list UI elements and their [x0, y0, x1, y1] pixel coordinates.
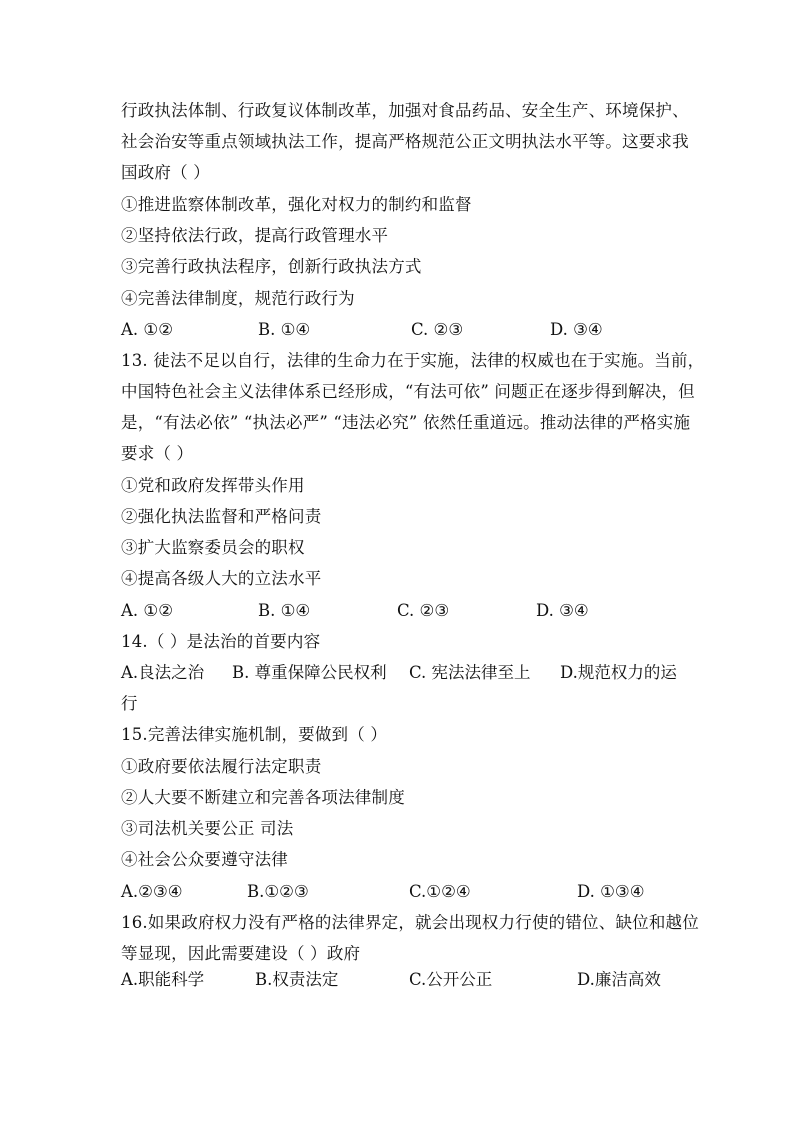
q12-item-4: ④完善法律制度，规范行政行为 [121, 289, 355, 308]
q13-option-c: C. ②③ [397, 601, 450, 620]
q13-item-1: ①党和政府发挥带头作用 [121, 476, 305, 495]
q15-option-a: A.②③④ [121, 882, 183, 901]
q16-stem-line-2: 等显现，因此需要建设（ ）政府 [121, 944, 361, 963]
q12-stem-line-3: 国政府（ ） [121, 163, 210, 182]
q12-option-a: A. ①② [121, 320, 173, 339]
q13-stem-line-3: 是，“有法必依” “执法必严” “违法必究” 依然任重道远。推动法律的严格实施 [121, 413, 691, 432]
q16-option-a: A.职能科学 [121, 970, 205, 989]
q12-item-2: ②坚持依法行政，提高行政管理水平 [121, 226, 389, 245]
q15-stem: 15.完善法律实施机制，要做到（ ） [121, 725, 388, 744]
q15-item-4: ④社会公众要遵守法律 [121, 850, 288, 869]
q16-stem-line-1: 16.如果政府权力没有严格的法律界定，就会出现权力行使的错位、缺位和越位 [121, 913, 699, 932]
q14-option-d: D.规范权力的运 [560, 663, 677, 682]
q14-option-c: C. 宪法法律至上 [409, 663, 531, 682]
q16-option-b: B.权责法定 [255, 970, 339, 989]
q14-option-d-wrap: 行 [121, 694, 138, 713]
q12-stem-line-2: 社会治安等重点领域执法工作，提高严格规范公正文明执法水平等。这要求我 [121, 132, 689, 151]
q12-option-b: B. ①④ [258, 320, 311, 339]
q15-option-d: D. ①③④ [577, 882, 645, 901]
q13-item-3: ③扩大监察委员会的职权 [121, 538, 305, 557]
q14-option-a: A.良法之治 [121, 663, 205, 682]
q14-stem: 14.（ ）是法治的首要内容 [121, 632, 321, 651]
q15-item-1: ①政府要依法履行法定职责 [121, 757, 322, 776]
q12-stem-line-1: 行政执法体制、行政复议体制改革，加强对食品药品、安全生产、环境保护、 [121, 101, 689, 120]
q14-option-b: B. 尊重保障公民权利 [232, 663, 387, 682]
q13-stem-line-1: 13. 徒法不足以自行，法律的生命力在于实施，法律的权威也在于实施。当前， [121, 351, 705, 370]
q15-option-b: B.①②③ [247, 882, 309, 901]
q16-option-c: C.公开公正 [409, 970, 493, 989]
q13-option-b: B. ①④ [258, 601, 311, 620]
q15-item-2: ②人大要不断建立和完善各项法律制度 [121, 788, 405, 807]
q15-option-c: C.①②④ [409, 882, 471, 901]
q13-stem-line-4: 要求（ ） [121, 444, 194, 463]
q12-option-d: D. ③④ [550, 320, 603, 339]
q13-item-2: ②强化执法监督和严格问责 [121, 507, 322, 526]
q13-option-a: A. ①② [121, 601, 173, 620]
q12-option-c: C. ②③ [411, 320, 464, 339]
q15-item-3: ③司法机关要公正 司法 [121, 819, 294, 838]
q12-item-1: ①推进监察体制改革，强化对权力的制约和监督 [121, 195, 472, 214]
q12-item-3: ③完善行政执法程序，创新行政执法方式 [121, 257, 422, 276]
q16-option-d: D.廉洁高效 [577, 970, 661, 989]
q13-stem-line-2: 中国特色社会主义法律体系已经形成，“有法可依” 问题正在逐步得到解决，但 [121, 382, 695, 401]
q13-item-4: ④提高各级人大的立法水平 [121, 569, 322, 588]
q13-option-d: D. ③④ [536, 601, 589, 620]
